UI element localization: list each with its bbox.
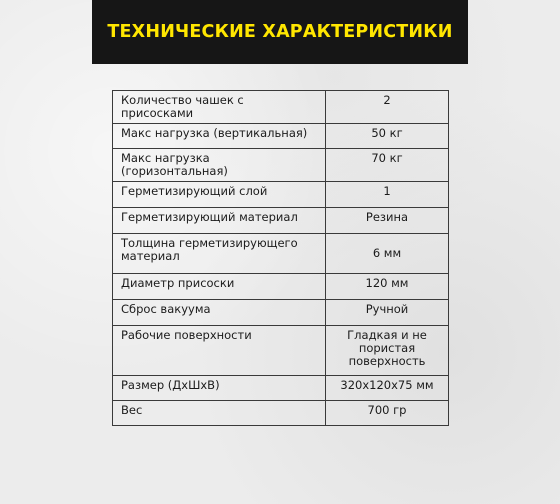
table-row (113, 149, 449, 182)
table-row (113, 326, 449, 376)
spec-value: 50 кг (326, 124, 449, 149)
table-row (113, 234, 449, 274)
table-row (113, 401, 449, 426)
table-row (113, 124, 449, 149)
spec-value: Резина (326, 208, 449, 234)
spec-value: 320x120x75 мм (326, 376, 449, 401)
spec-table (112, 90, 449, 426)
table-row (113, 376, 449, 401)
spec-label: Рабочие поверхности (113, 326, 326, 376)
page-title: ТЕХНИЧЕСКИЕ ХАРАКТЕРИСТИКИ (107, 22, 453, 42)
spec-label: Вес (113, 401, 326, 426)
spec-label: Толщина герметизирующего материал (113, 234, 326, 274)
spec-label: Диаметр присоски (113, 274, 326, 300)
spec-label: Размер (ДхШхВ) (113, 376, 326, 401)
table-row (113, 274, 449, 300)
spec-label: Герметизирующий материал (113, 208, 326, 234)
table-row (113, 91, 449, 124)
spec-value: 1 (326, 182, 449, 208)
spec-label: Герметизирующий слой (113, 182, 326, 208)
table-row (113, 208, 449, 234)
spec-value: 70 кг (326, 149, 449, 182)
header-banner (92, 0, 468, 64)
spec-label: Макс нагрузка (вертикальная) (113, 124, 326, 149)
spec-label: Макс нагрузка (горизонтальная) (113, 149, 326, 182)
spec-label: Количество чашек с присосками (113, 91, 326, 124)
spec-value: 2 (326, 91, 449, 124)
table-row (113, 182, 449, 208)
spec-value: 6 мм (326, 234, 449, 274)
table-row (113, 300, 449, 326)
spec-value: Ручной (326, 300, 449, 326)
spec-label: Сброс вакуума (113, 300, 326, 326)
spec-value: 700 гр (326, 401, 449, 426)
spec-value: 120 мм (326, 274, 449, 300)
spec-value: Гладкая и не пористая поверхность (326, 326, 449, 376)
